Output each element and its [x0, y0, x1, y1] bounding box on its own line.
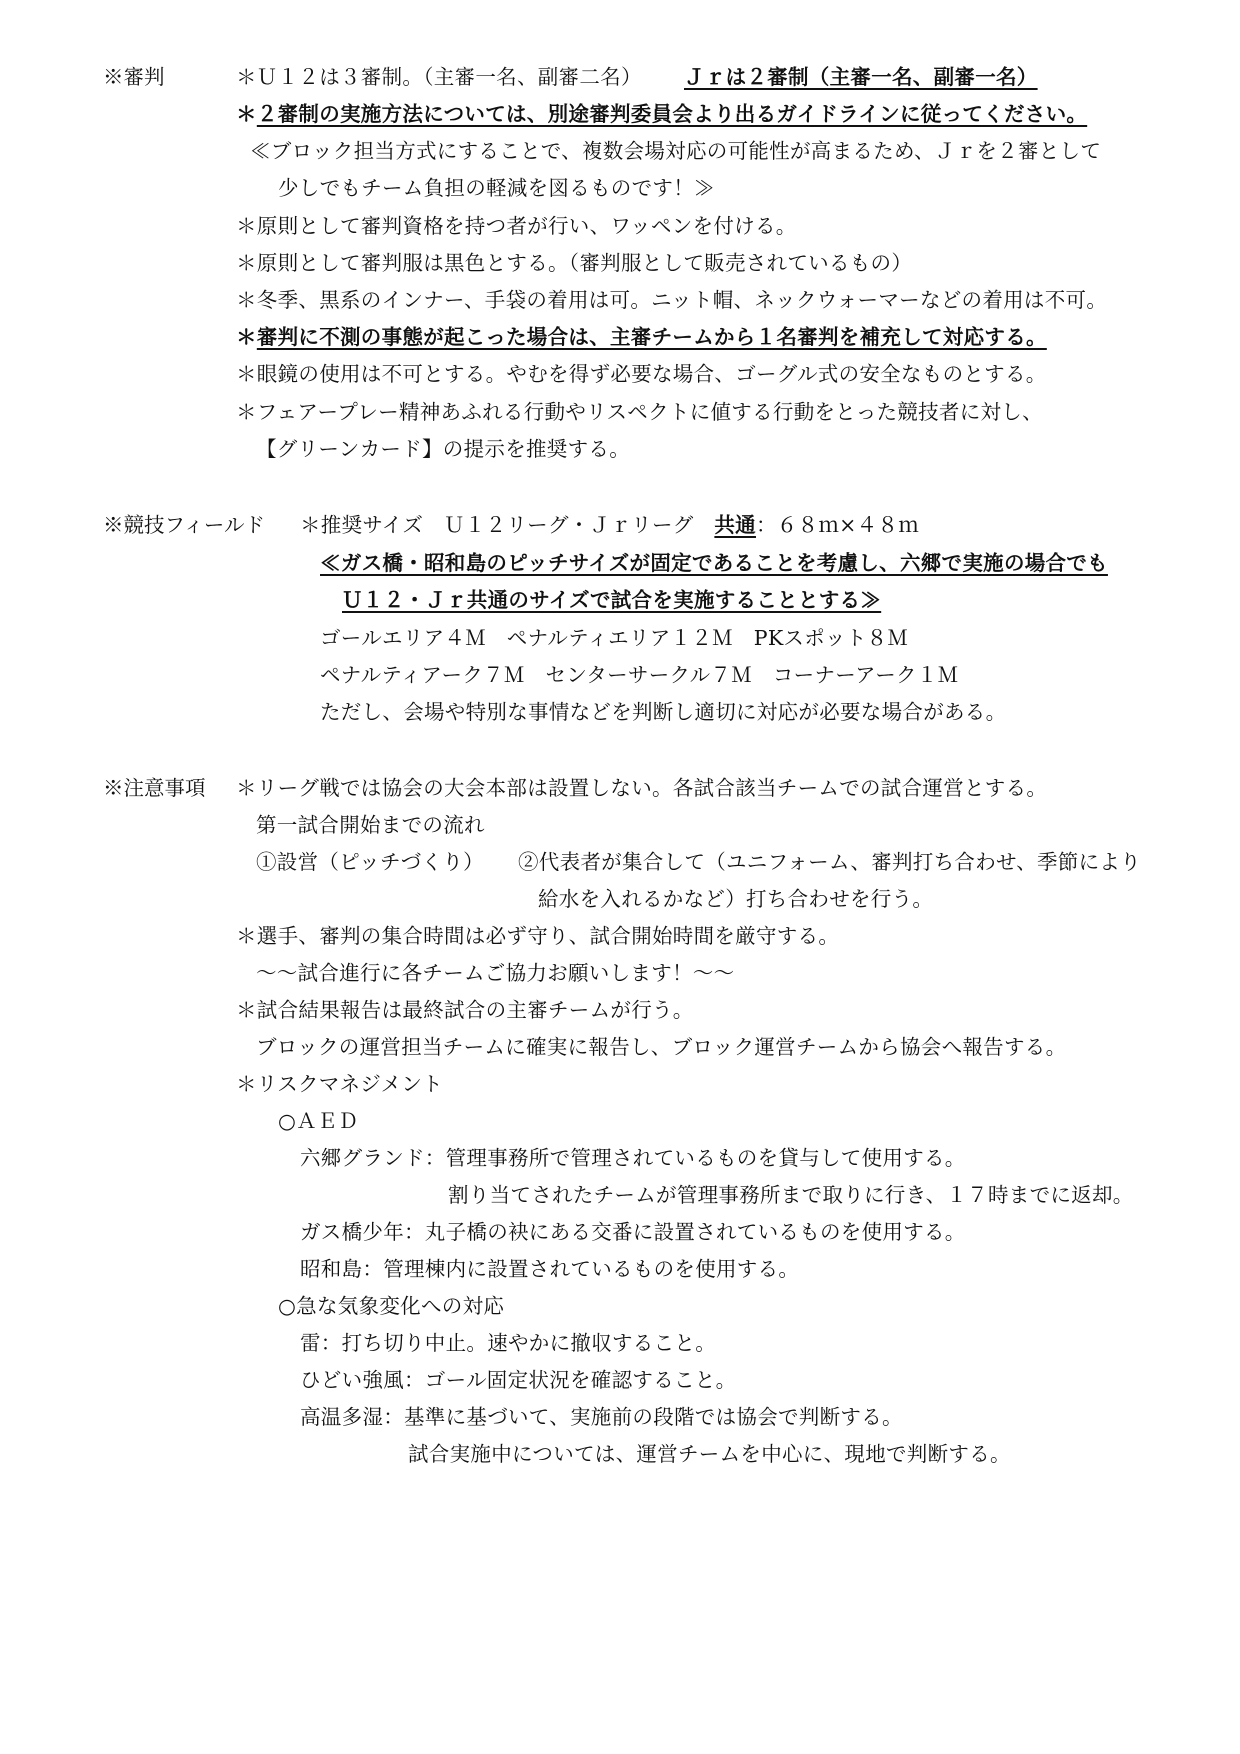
field-size-value: ：６８ｍ×４８ｍ — [755, 513, 920, 537]
notes-cooperation-line: ～～試合進行に各チームご協力お願いします！～～ — [256, 961, 735, 985]
notes-time-line: ＊選手、審判の集合時間は必ず守り、試合開始時間を厳守する。 — [236, 924, 840, 948]
referee-emergency-line — [236, 324, 1047, 350]
notes-league-line: ＊リーグ戦では協会の大会本部は設置しない。各試合該当チームでの試合運営とする。 — [236, 776, 1048, 800]
referee-section-label: ※審判 — [103, 65, 165, 89]
bullet: ＊ — [236, 325, 257, 349]
referee-fairplay-line: ＊フェアープレー精神あふれる行動やリスペクトに値する行動をとった競技者に対し、 — [236, 400, 1043, 424]
notes-aed-rokugo: 六郷グランド：管理事務所で管理されているものを貸与して使用する。 — [300, 1146, 966, 1170]
referee-note-line-1: ≪ブロック担当方式にすることで、複数会場対応の可能性が高まるため、Ｊｒを２審として — [250, 139, 1102, 163]
referee-greencard-line: 【グリーンカード】の提示を推奨する。 — [256, 437, 630, 461]
notes-flow-step-2: ②代表者が集合して（ユニフォーム、審判打ち合わせ、季節により — [518, 850, 1141, 874]
field-exception-line: ただし、会場や特別な事情などを判断し適切に対応が必要な場合がある。 — [320, 700, 1007, 724]
notes-section-label: ※注意事項 — [103, 776, 206, 800]
notes-aed-heading: ○ＡＥＤ — [278, 1109, 359, 1133]
referee-guideline-line — [236, 101, 1087, 127]
field-dimensions-line-2: ペナルティアーク７Ｍ センターサークル７Ｍ コーナーアーク１Ｍ — [320, 663, 959, 687]
referee-glasses-line: ＊眼鏡の使用は不可とする。やむを得ず必要な場合、ゴーグル式の安全なものとする。 — [236, 362, 1047, 386]
bullet: ＊ — [236, 102, 257, 126]
notes-aed-rokugo-cont: 割り当てされたチームが管理事務所まで取りに行き、１７時までに返却。 — [448, 1183, 1134, 1207]
notes-aed-gasubashi: ガス橋少年：丸子橋の袂にある交番に設置されているものを使用する。 — [300, 1220, 966, 1244]
notes-aed-showajima: 昭和島：管理棟内に設置されているものを使用する。 — [300, 1257, 800, 1281]
notes-flow-step-2-cont: 給水を入れるかなど）打ち合わせを行う。 — [538, 887, 934, 911]
field-size-label: ＊推奨サイズ Ｕ１２リーグ・Ｊｒリーグ — [300, 513, 694, 537]
notes-flow-step-1: ①設営（ピッチづくり） — [256, 850, 484, 874]
referee-winter-line: ＊冬季、黒系のインナー、手袋の着用は可。ニット帽、ネックウォーマーなどの着用は不可。 — [236, 288, 1108, 312]
field-pitch-note-1: ≪ガス橋・昭和島のピッチサイズが固定であることを考慮し、六郷で実施の場合でも — [320, 551, 1108, 575]
notes-report-line: ブロックの運営担当チームに確実に報告し、ブロック運営チームから協会へ報告する。 — [256, 1035, 1067, 1059]
field-dimensions-line-1: ゴールエリア４Ｍ ペナルティエリア１２Ｍ PKスポット８Ｍ — [320, 626, 909, 650]
field-pitch-note-2: Ｕ１２・Ｊｒ共通のサイズで試合を実施することとする≫ — [342, 588, 882, 612]
field-size-line — [300, 512, 919, 538]
referee-guideline-text: ２審制の実施方法については、別途審判委員会より出るガイドラインに従ってください。 — [256, 102, 1088, 126]
notes-flow-heading: 第一試合開始までの流れ — [256, 813, 485, 837]
referee-qualification-line: ＊原則として審判資格を持つ者が行い、ワッペンを付ける。 — [236, 214, 797, 238]
referee-line-jr: Ｊｒは２審制（主審一名、副審一名） — [684, 65, 1038, 89]
notes-weather-heading: ○急な気象変化への対応 — [278, 1294, 505, 1318]
notes-result-line: ＊試合結果報告は最終試合の主審チームが行う。 — [236, 998, 694, 1022]
referee-emergency-text: 審判に不測の事態が起こった場合は、主審チームから１名審判を補充して対応する。 — [256, 325, 1047, 349]
referee-line-u12: ＊Ｕ１２は３審制。（主審一名、副審二名） — [236, 65, 642, 89]
notes-weather-wind: ひどい強風：ゴール固定状況を確認すること。 — [300, 1368, 737, 1392]
notes-weather-heat-cont: 試合実施中については、運営チームを中心に、現地で判断する。 — [408, 1442, 1011, 1466]
referee-note-line-2: 少しでもチーム負担の軽減を図るものです！≫ — [278, 176, 715, 200]
field-section-label: ※競技フィールド — [103, 513, 265, 537]
notes-weather-heat: 高温多湿：基準に基づいて、実施前の段階では協会で判断する。 — [300, 1405, 903, 1429]
notes-risk-heading: ＊リスクマネジメント — [236, 1072, 443, 1096]
notes-weather-thunder: 雷：打ち切り中止。速やかに撤収すること。 — [300, 1331, 716, 1355]
field-common-label: 共通 — [714, 513, 756, 537]
referee-uniform-line: ＊原則として審判服は黒色とする。（審判服として販売されているもの） — [236, 251, 913, 275]
